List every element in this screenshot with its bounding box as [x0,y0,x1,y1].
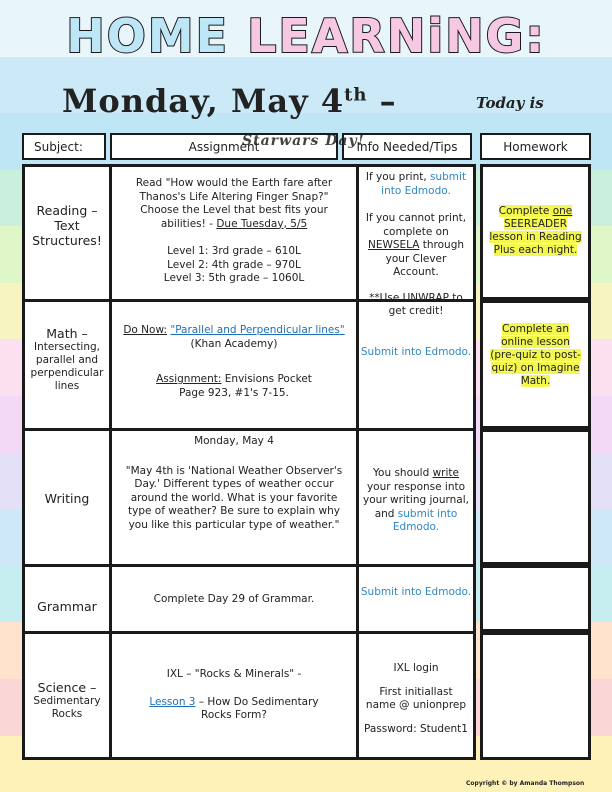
homework-writing [480,429,591,565]
writing-prompt: "May 4th is 'National Weather Observer's Day.' Different types of weather occur around the world. What is your favorite type of weather? Be sure to explain why you like this particular type of weather." [125,464,343,531]
reading-info-print-text: If you print, [365,171,431,183]
homework-reading [480,164,591,300]
subject-science-title: Science – [37,680,97,695]
grammar-submit-edmodo[interactable]: Submit into Edmodo. [360,586,472,598]
row-reading [25,167,473,317]
page-title [0,8,612,64]
level-2: Level 2: 4th grade – 970L [167,258,301,271]
date-text: Monday, May 4 [62,82,345,120]
math-assignment [112,351,356,400]
row-math [25,302,473,431]
homework-reading-text [483,167,588,257]
reading-info-unwrap: **Use UNWRAP to get credit! [369,291,463,317]
subject-science-topic: Sedimentary Rocks [33,695,101,720]
writing-date: Monday, May 4 [194,435,274,447]
copyright-notice: Copyright © by Amanda Thompson [466,780,585,787]
newsela-link[interactable]: NEWSELA [367,239,420,251]
reading-info-print [359,167,473,198]
homework-math-text [483,303,588,388]
subject-cell [25,167,112,299]
lesson-3-link[interactable]: Lesson 3 [149,695,196,708]
math-assignment-text: Envisions Pocket Page 923, #1's 7-15. [179,373,312,399]
subject-cell [25,302,112,428]
info-cell [359,167,473,317]
date-heading [62,82,397,120]
ixl-login-label: IXL login [393,662,439,674]
header-info: Info Needed/Tips [342,133,472,160]
subject-writing: Writing [44,491,90,506]
reading-assignment-text: Read "How would the Earth fare after Thanos's Life Altering Finger Snap?" Choose the Level that best fits your abilities! - [135,177,333,230]
date-dash: – [367,82,397,120]
khan-academy-link[interactable]: "Parallel and Perpendicular lines" [170,324,345,336]
do-now-label: Do Now: [123,324,168,336]
homework-reading-text-1: Complete [498,205,553,217]
info-cell [359,431,473,564]
starwars-day-note: Starwars Day! [242,133,365,149]
header-homework: Homework [480,133,591,160]
homework-math-highlight: Complete an online lesson (pre-quiz to post-quiz) on Imagine Math. [490,323,581,387]
assignment-cell [112,167,359,299]
subject-cell [25,567,112,631]
writing-info-text-1: You should [373,467,433,479]
subject-math-title: Math – [46,326,88,341]
math-submit-edmodo[interactable]: Submit into Edmodo. [360,346,472,358]
khan-academy-source: (Khan Academy) [190,337,278,350]
grammar-assignment: Complete Day 29 of Grammar. [153,593,315,605]
title-part-2: LEARNiNG: [247,9,546,63]
row-writing [25,431,473,567]
submit-edmodo-link[interactable]: submit into Edmodo. [381,171,467,197]
writing-submit-edmodo[interactable]: submit into Edmodo. [392,507,458,533]
date-suffix: th [344,84,368,106]
science-lesson [112,682,356,723]
homework-science [480,632,591,760]
header-assignment: Assignment [110,133,338,160]
reading-due-date: Due Tuesday, 5/5 [216,217,308,230]
write-emphasis: write [432,467,459,479]
subject-math [27,326,107,393]
reading-info-newsela [359,198,473,280]
homework-reading-text-2: SEEREADER lesson in Reading Plus each night. [489,218,582,256]
homework-math [480,300,591,429]
header-subject: Subject: [22,133,106,160]
info-cell [359,567,473,631]
info-cell [359,302,473,428]
today-is-label: Today is [476,94,544,112]
subject-math-topic: Intersecting, parallel and perpendicular lines [30,341,104,392]
assignment-cell [112,567,359,631]
assignment-cell [112,634,359,757]
level-1: Level 1: 3rd grade – 610L [167,245,301,257]
math-do-now [112,302,356,351]
assignments-table [22,164,476,760]
homework-grammar [480,565,591,632]
row-grammar [25,567,473,634]
subject-cell [25,634,112,757]
subject-grammar: Grammar [37,599,97,614]
reading-info-clever-text: through your Clever Account. [385,239,465,278]
science-ixl-title: IXL – "Rocks & Minerals" - [166,668,302,680]
assignment-cell [112,302,359,428]
info-cell [359,634,473,757]
reading-assignment [112,167,356,231]
assignment-label: Assignment: [156,373,222,385]
science-lesson-text: – How Do Sedimentary Rocks Form? [195,695,319,721]
assignment-cell [112,431,359,564]
ixl-password-hint: Password: Student1 [364,722,468,735]
writing-info-text-2: your response into your writing journal, and [363,480,469,520]
level-3: Level 3: 5th grade – 1060L [163,272,305,284]
subject-cell [25,431,112,564]
homework-one: one [552,205,573,217]
ixl-username-hint: First initiallast name @ unionprep [365,685,467,711]
reading-info-newsela-text: If you cannot print, complete on [365,212,467,238]
writing-info [359,431,473,535]
subject-reading: Reading – Text Structures! [32,203,102,248]
subject-science [27,680,107,721]
title-part-1: HOME [66,9,230,63]
row-science [25,634,473,757]
